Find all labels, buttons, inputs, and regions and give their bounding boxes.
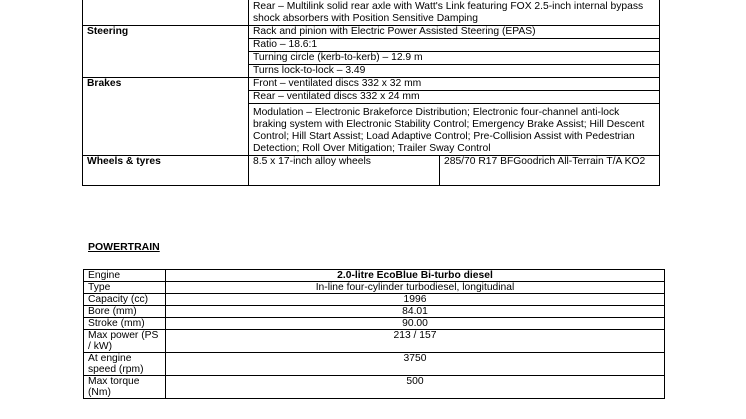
suspension-rear-cell: Rear – Multilink solid rear axle with Watt's Link featuring FOX 2.5-inch internal bypass shock absorbers with Position Sensitive Damping (249, 0, 660, 26)
spec-label: Capacity (cc) (84, 294, 166, 306)
spec-label: Engine (84, 270, 166, 282)
powertrain-spec-table (83, 269, 665, 399)
spec-label: Max power (PS / kW) (84, 330, 166, 353)
table-row (83, 156, 660, 186)
spec-label: Bore (mm) (84, 306, 166, 318)
steering-label: Steering (83, 26, 249, 78)
brakes-line: Front – ventilated discs 332 x 32 mm (249, 78, 660, 91)
steering-line: Ratio – 18.6:1 (249, 39, 660, 52)
spec-label: Type (84, 282, 166, 294)
table-row (84, 270, 665, 282)
spec-value: 213 / 157 (166, 330, 665, 353)
spec-value: In-line four-cylinder turbodiesel, longitudinal (166, 282, 665, 294)
steering-line: Turning circle (kerb-to-kerb) – 12.9 m (249, 52, 660, 65)
spec-label-cell (83, 0, 249, 26)
table-row (84, 294, 665, 306)
spec-value: 1996 (166, 294, 665, 306)
tyres-spec: 285/70 R17 BFGoodrich All-Terrain T/A KO2 (440, 156, 660, 186)
spec-value: 3750 (166, 353, 665, 376)
steering-line: Rack and pinion with Electric Power Assisted Steering (EPAS) (249, 26, 660, 39)
spec-value: 84.01 (166, 306, 665, 318)
table-row (84, 330, 665, 353)
brakes-label: Brakes (83, 78, 249, 156)
chassis-spec-table (82, 0, 660, 186)
spec-label: At engine speed (rpm) (84, 353, 166, 376)
spec-value: 500 (166, 376, 665, 399)
brakes-line: Rear – ventilated discs 332 x 24 mm (249, 91, 660, 104)
table-row (84, 282, 665, 294)
table-row (84, 318, 665, 330)
powertrain-heading: POWERTRAIN (88, 241, 160, 253)
spec-value: 2.0-litre EcoBlue Bi-turbo diesel (166, 270, 665, 282)
table-row (83, 0, 660, 26)
spec-label: Stroke (mm) (84, 318, 166, 330)
table-row (83, 26, 660, 39)
wheels-size: 8.5 x 17-inch alloy wheels (249, 156, 440, 186)
table-row (84, 376, 665, 399)
spec-label: Max torque (Nm) (84, 376, 166, 399)
wheels-label: Wheels & tyres (83, 156, 249, 186)
table-row (84, 306, 665, 318)
brakes-modulation: Modulation – Electronic Brakeforce Distribution; Electronic four-channel anti-lock braking system with Electronic Stability Control; Emergency Brake Assist; Hill Descent Control; Hill Start Assist; Load Adaptive Control; Pre-Collision Assist with Pedestrian Detection; Roll Over Mitigation; Trailer Sway Control (249, 104, 660, 156)
steering-line: Turns lock-to-lock – 3.49 (249, 65, 660, 78)
table-row (83, 78, 660, 91)
table-row (84, 353, 665, 376)
spec-value: 90.00 (166, 318, 665, 330)
